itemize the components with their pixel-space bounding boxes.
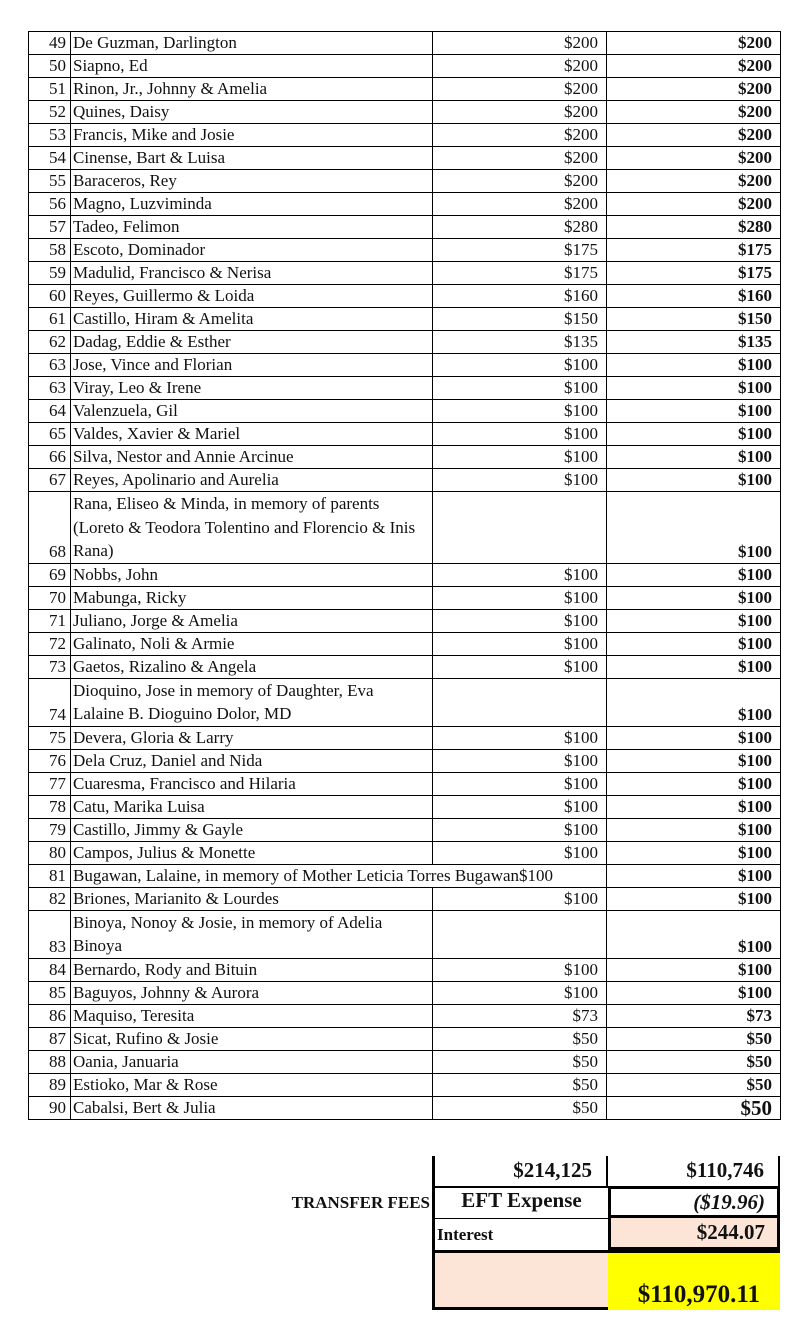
grand-total-blank-cell [432,1250,608,1310]
row-number-cell: 76 [29,749,71,772]
donor-name-cell: Magno, Luzviminda [71,193,433,216]
row-number-cell: 89 [29,1073,71,1096]
total-cell: $100 [607,726,781,749]
total-cell: $100 [607,655,781,678]
donor-name-cell: Castillo, Hiram & Amelita [71,308,433,331]
total-cell: $100 [607,492,781,564]
donations-table [28,31,781,1120]
donor-name-cell: Jose, Vince and Florian [71,354,433,377]
total-cell: $200 [607,32,781,55]
total-cell: $200 [607,193,781,216]
amount-cell: $150 [433,308,607,331]
table-row [29,469,781,492]
total-cell: $100 [607,887,781,910]
total-cell: $100 [607,772,781,795]
row-number-cell: 58 [29,239,71,262]
donor-name-cell: Castillo, Jimmy & Gayle [71,818,433,841]
amount-cell: $200 [433,101,607,124]
donor-name-cell: Rana, Eliseo & Minda, in memory of parents (Loreto & Teodora Tolentino and Florencio & Inis Rana) [71,492,433,564]
amount-cell: $100 [433,726,607,749]
donor-name-cell: Silva, Nestor and Annie Arcinue [71,446,433,469]
table-row [29,147,781,170]
amount-cell: $100 [433,772,607,795]
total-cell: $50 [607,1096,781,1119]
total-cell: $200 [607,78,781,101]
row-number-cell: 71 [29,609,71,632]
table-row [29,981,781,1004]
row-number-cell: 63 [29,377,71,400]
total-cell: $200 [607,124,781,147]
table-row [29,308,781,331]
interest-value: $244.07 [608,1218,780,1250]
total-cell: $100 [607,981,781,1004]
donor-name-cell: Dadag, Eddie & Esther [71,331,433,354]
total-cell: $100 [607,609,781,632]
amount-cell: $100 [433,586,607,609]
amount-cell: $200 [433,124,607,147]
row-number-cell: 59 [29,262,71,285]
row-number-cell: 69 [29,563,71,586]
row-number-cell: 75 [29,726,71,749]
amount-cell: $100 [433,655,607,678]
total-cell: $100 [607,563,781,586]
donor-name-cell: Siapno, Ed [71,55,433,78]
amount-cell: $135 [433,331,607,354]
row-number-cell: 85 [29,981,71,1004]
table-row [29,772,781,795]
donor-name-cell: Mabunga, Ricky [71,586,433,609]
total-cell: $100 [607,795,781,818]
table-row [29,262,781,285]
amount-cell: $100 [433,749,607,772]
row-number-cell: 57 [29,216,71,239]
row-number-cell: 66 [29,446,71,469]
table-row [29,1050,781,1073]
amount-cell: $100 [433,377,607,400]
total-cell: $200 [607,101,781,124]
table-row [29,632,781,655]
table-row [29,563,781,586]
donor-name-cell: Gaetos, Rizalino & Angela [71,655,433,678]
amount-cell: $200 [433,78,607,101]
donor-name-cell: Quines, Daisy [71,101,433,124]
donor-name-cell: Madulid, Francisco & Nerisa [71,262,433,285]
donor-name-cell: Devera, Gloria & Larry [71,726,433,749]
total-cell: $100 [607,377,781,400]
amount-cell: $100 [433,469,607,492]
amount-cell: $100 [433,563,607,586]
total-cell: $100 [607,423,781,446]
donor-name-cell: Tadeo, Felimon [71,216,433,239]
table-row [29,285,781,308]
amount-cell: $200 [433,55,607,78]
total-cell: $73 [607,1004,781,1027]
total-cell: $100 [607,958,781,981]
total-cell: $100 [607,678,781,726]
row-number-cell: 60 [29,285,71,308]
table-row [29,239,781,262]
amount-cell: $160 [433,285,607,308]
row-number-cell: 87 [29,1027,71,1050]
row-number-cell: 70 [29,586,71,609]
row-number-cell: 56 [29,193,71,216]
eft-expense-label: EFT Expense [432,1186,608,1218]
table-row [29,586,781,609]
total-cell: $160 [607,285,781,308]
amount-cell: $100 [433,958,607,981]
total-cell: $50 [607,1050,781,1073]
total-cell: $135 [607,331,781,354]
row-number-cell: 65 [29,423,71,446]
sum-total-cell: $110,746 [608,1156,780,1186]
table-row [29,492,781,564]
total-cell: $150 [607,308,781,331]
row-number-cell: 61 [29,308,71,331]
table-row [29,818,781,841]
amount-cell: $175 [433,262,607,285]
donor-name-cell: Francis, Mike and Josie [71,124,433,147]
row-number-cell: 90 [29,1096,71,1119]
grand-total-value: $110,970.11 [608,1250,780,1310]
amount-cell: $50 [433,1027,607,1050]
row-number-cell: 86 [29,1004,71,1027]
amount-cell: $100 [433,354,607,377]
row-number-cell: 80 [29,841,71,864]
amount-cell: $100 [433,887,607,910]
row-number-cell: 51 [29,78,71,101]
donor-name-cell: Reyes, Apolinario and Aurelia [71,469,433,492]
donor-name-cell: Rinon, Jr., Johnny & Amelia [71,78,433,101]
donor-name-cell: Campos, Julius & Monette [71,841,433,864]
donor-name-cell: Valdes, Xavier & Mariel [71,423,433,446]
amount-cell: $200 [433,170,607,193]
donor-name-cell: Cabalsi, Bert & Julia [71,1096,433,1119]
amount-cell: $200 [433,32,607,55]
amount-cell [433,492,607,564]
donor-name-cell: Oania, Januaria [71,1050,433,1073]
total-cell: $100 [607,354,781,377]
table-row [29,678,781,726]
donor-name-cell: De Guzman, Darlington [71,32,433,55]
total-cell: $175 [607,262,781,285]
table-row [29,1004,781,1027]
total-cell: $100 [607,864,781,887]
amount-cell: $100 [433,795,607,818]
total-cell: $100 [607,586,781,609]
total-cell: $200 [607,147,781,170]
table-row [29,609,781,632]
row-number-cell: 68 [29,492,71,564]
donations-table-body [29,32,781,1120]
donor-name-cell: Baguyos, Johnny & Aurora [71,981,433,1004]
table-row [29,32,781,55]
row-number-cell: 54 [29,147,71,170]
row-number-cell: 55 [29,170,71,193]
total-cell: $280 [607,216,781,239]
row-number-cell: 78 [29,795,71,818]
total-cell: $200 [607,170,781,193]
row-number-cell: 74 [29,678,71,726]
total-cell: $50 [607,1073,781,1096]
donor-name-cell: Maquiso, Teresita [71,1004,433,1027]
table-row [29,910,781,958]
donor-name-cell: Bugawan, Lalaine, in memory of Mother Leticia Torres Bugawan$100 [71,864,433,887]
donor-name-cell: Nobbs, John [71,563,433,586]
row-number-cell: 88 [29,1050,71,1073]
amount-cell: $200 [433,193,607,216]
donor-name-cell: Estioko, Mar & Rose [71,1073,433,1096]
donor-name-cell: Sicat, Rufino & Josie [71,1027,433,1050]
table-row [29,354,781,377]
donor-name-cell: Juliano, Jorge & Amelia [71,609,433,632]
donor-name-cell: Galinato, Noli & Armie [71,632,433,655]
total-cell: $100 [607,400,781,423]
row-number-cell: 79 [29,818,71,841]
amount-cell: $100 [433,632,607,655]
table-row [29,55,781,78]
amount-cell: $100 [433,841,607,864]
table-row [29,78,781,101]
table-row [29,193,781,216]
amount-cell: $200 [433,147,607,170]
donor-name-cell: Cinense, Bart & Luisa [71,147,433,170]
row-number-cell: 72 [29,632,71,655]
table-row [29,749,781,772]
amount-cell: $50 [433,1073,607,1096]
total-cell: $100 [607,749,781,772]
table-row [29,887,781,910]
amount-cell [433,910,607,958]
donor-name-cell: Reyes, Guillermo & Loida [71,285,433,308]
amount-cell: $175 [433,239,607,262]
table-row [29,795,781,818]
table-row [29,1027,781,1050]
total-cell: $100 [607,910,781,958]
row-number-cell: 83 [29,910,71,958]
row-number-cell: 84 [29,958,71,981]
interest-label: Interest [432,1218,608,1250]
row-number-cell: 62 [29,331,71,354]
donor-name-cell: Escoto, Dominador [71,239,433,262]
donor-name-cell: Dioquino, Jose in memory of Daughter, Eva Lalaine B. Dioguino Dolor, MD [71,678,433,726]
table-row [29,655,781,678]
table-row [29,170,781,193]
table-row [29,864,781,887]
amount-cell [433,678,607,726]
donor-name-cell: Dela Cruz, Daniel and Nida [71,749,433,772]
table-row [29,101,781,124]
amount-cell: $100 [433,400,607,423]
donor-name-cell: Valenzuela, Gil [71,400,433,423]
row-number-cell: 50 [29,55,71,78]
table-row [29,726,781,749]
row-number-cell: 82 [29,887,71,910]
donor-name-cell: Cuaresma, Francisco and Hilaria [71,772,433,795]
row-number-cell: 64 [29,400,71,423]
table-row [29,423,781,446]
amount-cell: $100 [433,423,607,446]
total-cell: $200 [607,55,781,78]
table-row [29,1096,781,1119]
row-number-cell: 73 [29,655,71,678]
row-number-cell: 77 [29,772,71,795]
eft-expense-value: ($19.96) [608,1186,780,1218]
donor-name-cell: Catu, Marika Luisa [71,795,433,818]
table-row [29,400,781,423]
amount-cell: $73 [433,1004,607,1027]
amount-cell: $50 [433,1050,607,1073]
row-number-cell: 52 [29,101,71,124]
table-row [29,958,781,981]
row-number-cell: 63 [29,354,71,377]
row-number-cell: 49 [29,32,71,55]
donor-name-cell: Binoya, Nonoy & Josie, in memory of Adelia Binoya [71,910,433,958]
amount-cell: $100 [433,818,607,841]
total-cell: $175 [607,239,781,262]
amount-cell: $100 [433,446,607,469]
table-row [29,124,781,147]
row-number-cell: 81 [29,864,71,887]
table-row [29,216,781,239]
table-row [29,841,781,864]
donor-name-cell: Viray, Leo & Irene [71,377,433,400]
total-cell: $100 [607,818,781,841]
amount-cell: $100 [433,981,607,1004]
amount-cell: $280 [433,216,607,239]
row-number-cell: 53 [29,124,71,147]
table-row [29,377,781,400]
donor-name-cell: Briones, Marianito & Lourdes [71,887,433,910]
total-cell: $100 [607,446,781,469]
total-cell: $100 [607,469,781,492]
total-cell: $100 [607,632,781,655]
donor-name-cell: Baraceros, Rey [71,170,433,193]
amount-cell: $100 [433,609,607,632]
row-number-cell: 67 [29,469,71,492]
donor-name-cell: Bernardo, Rody and Bituin [71,958,433,981]
amount-cell: $50 [433,1096,607,1119]
table-row [29,446,781,469]
total-cell: $50 [607,1027,781,1050]
table-row [29,1073,781,1096]
table-row [29,331,781,354]
total-cell: $100 [607,841,781,864]
transfer-fees-label: TRANSFER FEES [291,1193,430,1212]
sum-amount-cell: $214,125 [432,1156,608,1186]
